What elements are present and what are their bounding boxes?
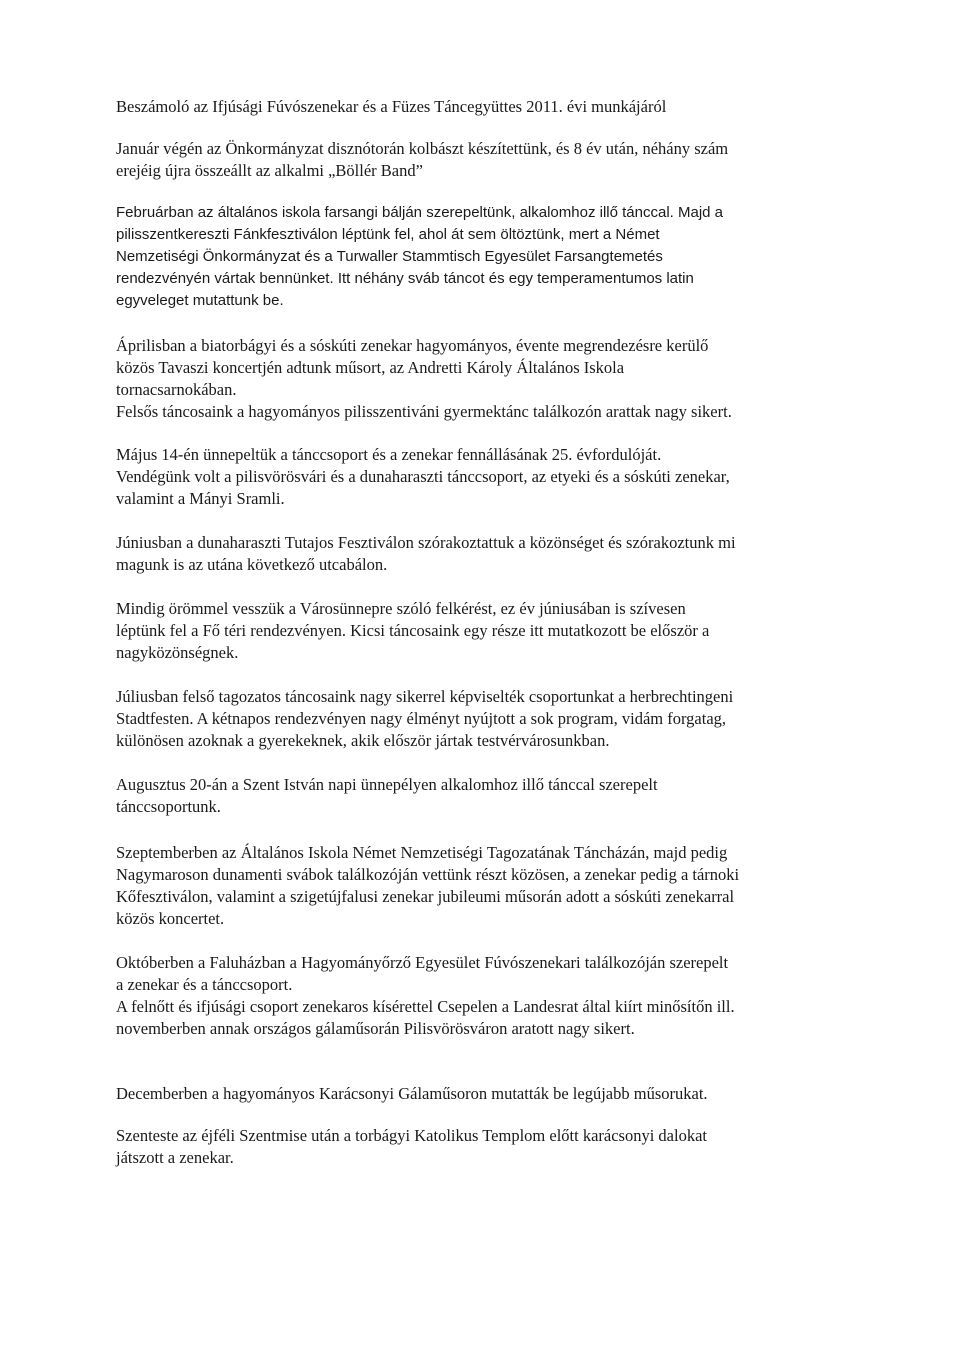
paragraph-october	[116, 952, 735, 1040]
text-line: a zenekar és a tánccsoport.	[116, 975, 293, 994]
text-line: Vendégünk volt a pilisvörösvári és a dunaharaszti tánccsoport, az etyeki és a sóskúti zenekar,	[116, 467, 730, 486]
paragraph-april	[116, 335, 732, 423]
text-line: Decemberben a hagyományos Karácsonyi Gálaműsoron mutatták be legújabb műsorukat.	[116, 1084, 708, 1103]
text-line: Mindig örömmel vesszük a Városünnepre szóló felkérést, ez év júniusában is szívesen	[116, 599, 686, 618]
text-line: nagyközönségnek.	[116, 643, 239, 662]
text-line: rendezvényén vártak bennünket. Itt néhány sváb táncot és egy temperamentumos latin	[116, 270, 694, 287]
text-line: Május 14-én ünnepeltük a tánccsoport és a zenekar fennállásának 25. évfordulóját.	[116, 445, 662, 464]
text-line: Stadtfesten. A kétnapos rendezvényen nagy élményt nyújtott a sok program, vidám forgatag,	[116, 709, 727, 728]
text-line: Áprilisban a biatorbágyi és a sóskúti zenekar hagyományos, évente megrendezésre kerülő	[116, 336, 709, 355]
text-line: A felnőtt és ifjúsági csoport zenekaros kísérettel Csepelen a Landesrat által kiírt minősítőn ill.	[116, 997, 735, 1016]
text-line: tánccsoportunk.	[116, 797, 221, 816]
text-line: tornacsarnokában.	[116, 380, 237, 399]
text-line: léptünk fel a Fő téri rendezvényen. Kicsi táncosaink egy része itt mutatkozott be először a	[116, 621, 710, 640]
text-line: Szenteste az éjféli Szentmise után a torbágyi Katolikus Templom előtt karácsonyi dalokat	[116, 1126, 707, 1145]
text-line: Februárban az általános iskola farsangi bálján szerepeltünk, alkalomhoz illő tánccal. Majd a	[116, 204, 724, 221]
text-line: közös Tavaszi koncertjén adtunk műsort, az Andretti Károly Általános Iskola	[116, 358, 625, 377]
document-title: Beszámoló az Ifjúsági Fúvószenekar és a Füzes Táncegyüttes 2011. évi munkájáról	[116, 97, 667, 116]
paragraph-city-festival	[116, 598, 709, 664]
text-line: egyveleget mutattunk be.	[116, 292, 284, 309]
paragraph-september	[116, 842, 739, 930]
text-line: közös koncertet.	[116, 909, 225, 928]
paragraph-december	[116, 1083, 708, 1105]
text-line: Szeptemberben az Általános Iskola Német Nemzetiségi Tagozatának Táncházán, majd pedig	[116, 843, 728, 862]
text-line: Júliusban felső tagozatos táncosaink nagy sikerrel képviselték csoportunkat a herbrechtingeni	[116, 687, 734, 706]
text-line: magunk is az utána következő utcabálon.	[116, 555, 388, 574]
text-line: valamint a Mányi Sramli.	[116, 489, 285, 508]
paragraph-july	[116, 686, 733, 752]
text-line: Augusztus 20-án a Szent István napi ünnepélyen alkalomhoz illő tánccal szerepelt	[116, 775, 658, 794]
text-line: Júniusban a dunaharaszti Tutajos Fesztiválon szórakoztattuk a közönséget és szórakoztunk mi	[116, 533, 736, 552]
text-line: Kőfesztiválon, valamint a szigetújfalusi zenekar jubileumi műsorán adott a sóskúti zenekarral	[116, 887, 735, 906]
text-line: Felsős táncosaink a hagyományos pilisszentiváni gyermektánc találkozón arattak nagy sikert.	[116, 402, 732, 421]
text-line: Nagymaroson dunamenti svábok találkozóján vettünk részt közösen, a zenekar pedig a tárnoki	[116, 865, 740, 884]
paragraph-august	[116, 774, 658, 818]
text-line: erejéig újra összeállt az alkalmi „Böllér Band”	[116, 161, 423, 180]
text-line: játszott a zenekar.	[116, 1148, 234, 1167]
text-line: Októberben a Faluházban a Hagyományőrző Egyesület Fúvószenekari találkozóján szerepelt	[116, 953, 729, 972]
paragraph-february	[116, 202, 723, 312]
paragraph-january	[116, 138, 728, 182]
paragraph-may	[116, 444, 730, 510]
text-line: pilisszentkereszti Fánkfesztiválon léptünk fel, ahol át sem öltöztünk, mert a Német	[116, 226, 660, 243]
paragraph-christmas-eve	[116, 1125, 707, 1169]
paragraph-june	[116, 532, 736, 576]
text-line: novemberben annak országos gálaműsorán Pilisvörösváron aratott nagy sikert.	[116, 1019, 635, 1038]
text-line: Január végén az Önkormányzat disznótorán kolbászt készítettünk, és 8 év után, néhány szám	[116, 139, 729, 158]
text-line: különösen azoknak a gyerekeknek, akik először jártak testvérvárosunkban.	[116, 731, 610, 750]
text-line: Nemzetiségi Önkormányzat és a Turwaller Stammtisch Egyesület Farsangtemetés	[116, 248, 663, 265]
